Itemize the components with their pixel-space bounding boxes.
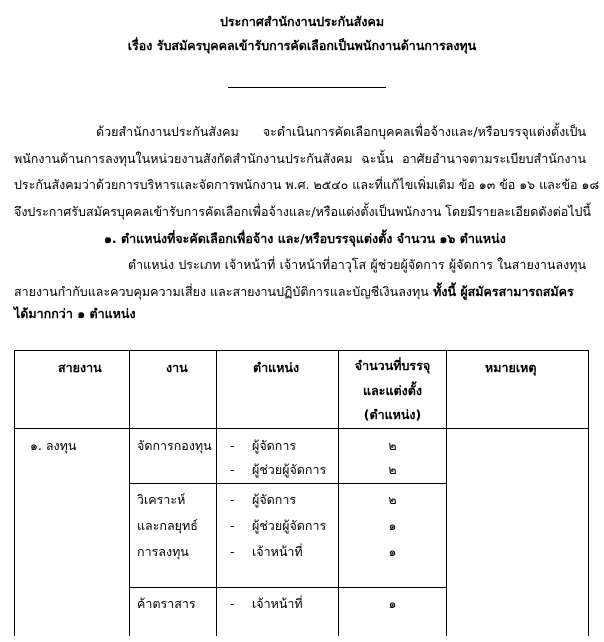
table-header-divider [14,428,589,429]
table-position-cell: - เจ้าหน้าที่ [230,596,303,611]
table-count-cell: ๑ [388,596,397,611]
table-position-cell: - ผู้ช่วยผู้จัดการ [230,518,327,533]
announcement-subject: เรื่อง รับสมัครบุคคลเข้ารับการคัดเลือกเป็นพนักงานด้านการลงทุน [127,38,477,53]
section-1-note-bold: ทั้งนี้ ผู้สมัครสามารถสมัคร [428,284,574,299]
intro-line-3: ประกันสังคมว่าด้วยการบริหารและจัดการพนักงาน พ.ศ. ๒๕๔๐ และที่แก้ไขเพิ่มเติม ข้อ ๑๓ ข้อ ๑๖ และข้อ ๑๘ [14,177,600,192]
table-count-cell: ๒ [388,492,397,507]
table-work-cell: และกลยุทธ์ [137,518,198,533]
table-col-divider [129,350,130,636]
table-header-count: และแต่งตั้ง [363,383,422,398]
table-group-divider [129,587,447,588]
intro-line-2: พนักงานด้านการลงทุนในหน่วยงานสังกัดสำนักงานประกันสังคม ฉะนั้น อาศัยอำนาจตามระเบียบสำนักงาน [14,151,586,166]
table-header-work: งาน [166,360,188,375]
table-border-top [14,350,589,351]
table-header-remark: หมายเหตุ [485,360,537,375]
table-count-cell: ๑ [388,544,397,559]
section-1-line-3: ได้มากกว่า ๑ ตำแหน่ง [14,306,136,321]
table-work-cell: จัดการกองทุน [137,438,212,453]
table-header-count: (ตำแหน่ง) [363,407,422,422]
table-count-cell: ๑ [388,518,397,533]
announcement-title: ประกาศสำนักงานประกันสังคม [219,14,385,29]
section-1-line-1: ตำแหน่ง ประเภท เจ้าหน้าที่ เจ้าหน้าที่อาวุโส ผู้ช่วยผู้จัดการ ผู้จัดการ ในสายงานลงทุน [128,257,586,272]
section-1-heading: ๑. ตำแหน่งที่จะคัดเลือกเพื่อจ้าง และ/หรือบรรจุแต่งตั้ง จำนวน ๑๖ ตำแหน่ง [104,231,506,246]
title-divider [228,87,386,88]
table-header-line: สายงาน [58,360,102,375]
table-work-cell: วิเคราะห์ [137,492,186,507]
table-header-count: จำนวนที่บรรจุ [354,358,431,373]
table-col-divider [216,350,217,636]
table-work-cell: การลงทุน [137,544,189,559]
table-border-left [14,350,15,636]
table-position-cell: - เจ้าหน้าที่ [230,544,303,559]
intro-line-4: จึงประกาศรับสมัครบุคคลเข้ารับการคัดเลือกเพื่อจ้างและ/หรือแต่งตั้งเป็นพนักงาน โดยมีรายละเอียดดังต่อไปนี้ [14,204,591,219]
table-col-divider [446,350,447,636]
section-1-line-2: สายงานกำกับและควบคุมความเสี่ยง และสายงานปฏิบัติการและบัญชีเงินลงทุน ทั้งนี้ ผู้สมัครสามารถสมัคร [14,284,574,299]
table-count-cell: ๒ [388,462,397,477]
table-position-cell: - ผู้จัดการ [230,492,297,507]
table-position-cell: - ผู้ช่วยผู้จัดการ [230,462,327,477]
table-group-divider [129,483,447,484]
table-header-position: ตำแหน่ง [253,360,300,375]
intro-line-1: ด้วยสำนักงานประกันสังคม จะดำเนินการคัดเลือกบุคคลเพื่อจ้างและ/หรือบรรจุแต่งตั้งเป็น [96,124,586,139]
table-count-cell: ๒ [388,438,397,453]
table-work-cell: ค้าตราสาร [137,596,196,611]
table-line-name: ๑. ลงทุน [30,438,77,453]
table-position-cell: - ผู้จัดการ [230,438,297,453]
table-border-right [588,350,589,636]
